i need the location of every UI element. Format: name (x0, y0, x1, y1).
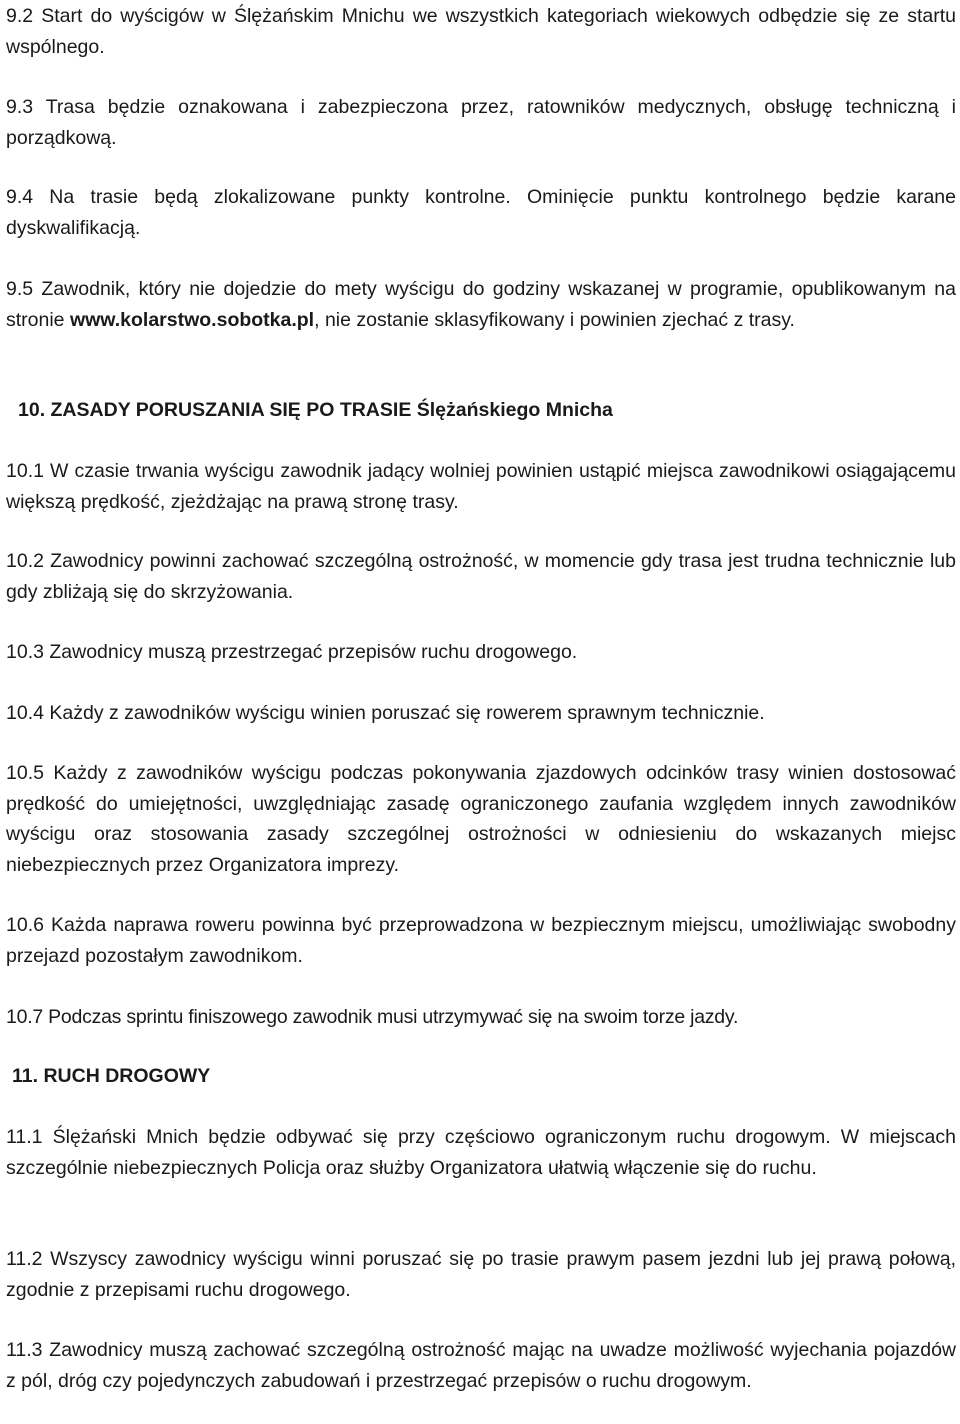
paragraph-10-5: 10.5 Każdy z zawodników wyścigu podczas pokonywania zjazdowych odcinków trasy winien dostosować prędkość do umiejętności, uwzględniając zasadę ograniczonego zaufania względem innych zawodników wyścigu oraz stosowania zasady szczególnej ostrożności w odniesieniu do wskazanych miejsc niebezpiecznych przez Organizatora imprezy. (6, 762, 956, 876)
paragraph-10-4: 10.4 Każdy z zawodników wyścigu winien poruszać się rowerem sprawnym technicznie. (6, 702, 765, 724)
paragraph-9-5 (6, 274, 956, 335)
section-11-heading: 11. RUCH DROGOWY (12, 1065, 211, 1087)
paragraph-11-2: 11.2 Wszyscy zawodnicy wyścigu winni poruszać się po trasie prawym pasem jezdni lub jej prawą połową, zgodnie z przepisami ruchu drogowego. (6, 1248, 956, 1301)
paragraph-10-2: 10.2 Zawodnicy powinni zachować szczególną ostrożność, w momencie gdy trasa jest trudna technicznie lub gdy zbliżają się do skrzyżowania. (6, 550, 956, 603)
paragraph-9-2: 9.2 Start do wyścigów w Ślężańskim Mnichu we wszystkich kategoriach wiekowych odbędzie się ze startu wspólnego. (6, 5, 956, 58)
paragraph-11-1: 11.1 Ślężański Mnich będzie odbywać się przy częściowo ograniczonym ruchu drogowym. W miejscach szczególnie niebezpiecznych Policja oraz służby Organizatora ułatwią włączenie się do ruchu. (6, 1126, 956, 1179)
section-10-heading: 10. ZASADY PORUSZANIA SIĘ PO TRASIE Ślężańskiego Mnicha (18, 399, 613, 421)
paragraph-9-5-text-end: , nie zostanie sklasyfikowany i powinien zjechać z trasy. (314, 308, 795, 331)
paragraph-11-3: 11.3 Zawodnicy muszą zachować szczególną ostrożność mając na uwadze możliwość wyjechania pojazdów z pól, dróg czy pojedynczych zabudowań i przestrzegać przepisów o ruchu drogowym. (6, 1339, 956, 1392)
paragraph-10-7: 10.7 Podczas sprintu finiszowego zawodnik musi utrzymywać się na swoim torze jazdy. (6, 1006, 739, 1028)
paragraph-9-5-text-start: 9.5 Zawodnik, który nie dojedzie do mety wyścigu do godziny wskazanej w programie, opublikowanym na stronie (6, 278, 956, 331)
paragraph-9-4: 9.4 Na trasie będą zlokalizowane punkty kontrolne. Ominięcie punktu kontrolnego będzie karane dyskwalifikacją. (6, 186, 956, 239)
website-link[interactable]: www.kolarstwo.sobotka.pl (69, 308, 315, 331)
paragraph-10-1: 10.1 W czasie trwania wyścigu zawodnik jadący wolniej powinien ustąpić miejsca zawodnikowi osiągającemu większą prędkość, zjeżdżając na prawą stronę trasy. (6, 460, 956, 513)
paragraph-10-6: 10.6 Każda naprawa roweru powinna być przeprowadzona w bezpiecznym miejscu, umożliwiając swobodny przejazd pozostałym zawodnikom. (6, 914, 956, 967)
paragraph-9-3: 9.3 Trasa będzie oznakowana i zabezpieczona przez, ratowników medycznych, obsługę techniczną i porządkową. (6, 96, 956, 149)
paragraph-10-3: 10.3 Zawodnicy muszą przestrzegać przepisów ruchu drogowego. (6, 641, 578, 663)
